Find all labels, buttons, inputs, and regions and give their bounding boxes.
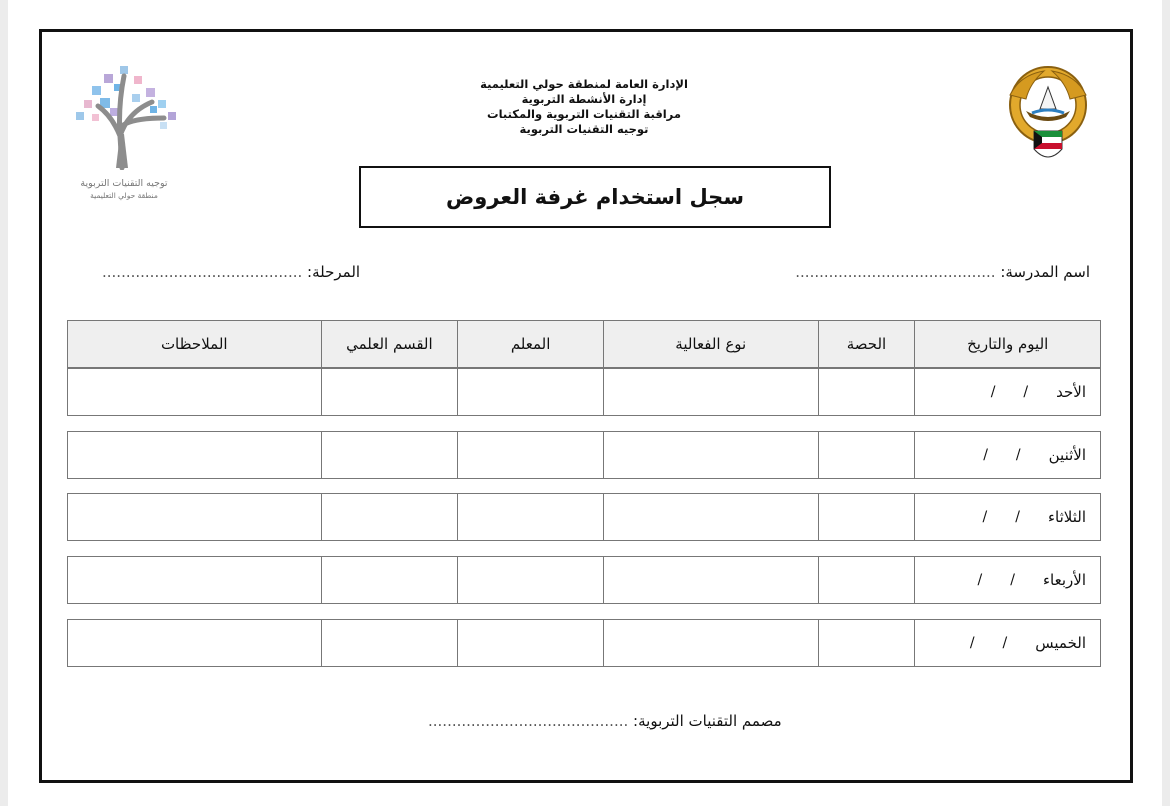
header-period: الحصة (818, 321, 915, 367)
logo-caption-title: توجيه التقنيات التربوية (80, 178, 168, 189)
page-edge-right (1162, 0, 1170, 806)
header-line-3: مراقبة التقنيات التربوية والمكتبات (487, 107, 681, 121)
period-cell[interactable] (818, 620, 915, 666)
tree-logo-icon (62, 46, 186, 170)
document-title: سجل استخدام غرفة العروض (359, 166, 831, 228)
header-notes: الملاحظات (160, 335, 228, 353)
header-department: القسم العلمي (321, 321, 458, 367)
department-cell[interactable] (321, 369, 458, 415)
department-cell[interactable] (321, 557, 458, 603)
table-row (67, 431, 1101, 479)
department-cell[interactable] (321, 494, 458, 540)
day-date-cell[interactable] (914, 494, 1100, 540)
day-date-cell[interactable] (914, 620, 1100, 666)
date-slash: / (1010, 572, 1015, 588)
teacher-cell[interactable] (457, 369, 603, 415)
table-row (67, 368, 1101, 416)
notes-cell[interactable] (68, 557, 321, 603)
date-slash: / (1002, 635, 1008, 651)
date-slash: / (1015, 509, 1020, 525)
page-edge-left (0, 0, 8, 806)
department-cell[interactable] (321, 432, 458, 478)
activity-type-cell[interactable] (603, 432, 818, 478)
header-line-2: إدارة الأنشطة التربوية (521, 92, 647, 106)
date-slash: / (1023, 384, 1029, 400)
school-name-dots: .......................................... (795, 263, 996, 281)
notes-cell[interactable] (68, 369, 321, 415)
designer-field[interactable] (428, 712, 782, 730)
activity-type-cell[interactable] (603, 620, 818, 666)
notes-cell[interactable] (68, 432, 321, 478)
table-row (67, 493, 1101, 541)
logo-caption (60, 178, 188, 202)
stage-label: المرحلة: (307, 263, 361, 281)
day-date-cell[interactable] (914, 557, 1100, 603)
date-slash: / (983, 447, 988, 463)
table-header-row (67, 320, 1101, 368)
teacher-cell[interactable] (457, 494, 603, 540)
period-cell[interactable] (818, 432, 915, 478)
teacher-cell[interactable] (457, 557, 603, 603)
activity-type-cell[interactable] (603, 369, 818, 415)
teacher-cell[interactable] (457, 432, 603, 478)
logo-caption-sub: منطقة حولي التعليمية (90, 191, 158, 200)
date-slash: / (969, 635, 975, 651)
school-name-field[interactable] (795, 263, 1090, 281)
day-label: الخميس (1035, 634, 1086, 652)
activity-type-cell[interactable] (603, 494, 818, 540)
header-teacher: المعلم (457, 321, 603, 367)
date-slash: / (977, 572, 983, 588)
header-day-date: اليوم والتاريخ (914, 321, 1100, 367)
header-text (434, 77, 734, 137)
header-activity-type: نوع الفعالية (603, 321, 818, 367)
stage-field[interactable] (102, 263, 360, 281)
teacher-cell[interactable] (457, 620, 603, 666)
notes-cell[interactable] (68, 494, 321, 540)
date-slash: / (1015, 447, 1021, 463)
stage-dots: .......................................... (102, 263, 303, 281)
designer-label: مصمم التقنيات التربوية: (633, 712, 782, 730)
period-cell[interactable] (818, 557, 915, 603)
designer-dots: .......................................... (428, 712, 629, 730)
header-line-4: توجيه التقنيات التربوية (519, 122, 649, 136)
table-row (67, 619, 1101, 667)
header-line-1: الإدارة العامة لمنطقة حولي التعليمية (480, 77, 688, 91)
date-slash: / (990, 384, 996, 400)
period-cell[interactable] (818, 494, 915, 540)
kuwait-emblem-icon (1000, 65, 1096, 171)
table-row (67, 556, 1101, 604)
notes-cell[interactable] (68, 620, 321, 666)
document-sheet (39, 29, 1133, 783)
day-label: الأربعاء (1042, 571, 1086, 589)
period-cell[interactable] (818, 369, 915, 415)
day-label: الثلاثاء (1047, 508, 1086, 526)
day-date-cell[interactable] (914, 432, 1100, 478)
school-name-label: اسم المدرسة: (1000, 263, 1090, 281)
day-date-cell[interactable] (914, 369, 1100, 415)
day-label: الأثنين (1048, 446, 1086, 464)
date-slash: / (982, 509, 988, 525)
activity-type-cell[interactable] (603, 557, 818, 603)
day-label: الأحد (1056, 383, 1086, 401)
department-cell[interactable] (321, 620, 458, 666)
